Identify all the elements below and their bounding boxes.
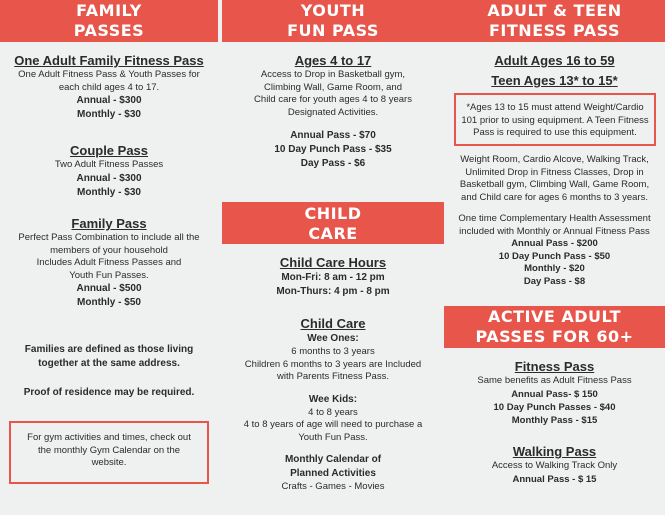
banner-line: FUN PASS [287, 21, 379, 40]
callout-line: website. [91, 457, 127, 468]
section-desc: Same benefits as Adult Fitness Pass [477, 375, 632, 386]
section-desc: each child ages 4 to 17. [58, 81, 160, 93]
price: Monthly - $20 [524, 263, 585, 274]
group-desc: Children 6 months to 3 years are Included [244, 358, 422, 370]
active-adult-banner [444, 306, 665, 348]
callout-line: For gym activities and times, check out [27, 432, 191, 443]
section-desc: members of your household [50, 244, 168, 256]
section-desc: Basketball gym, Climbing Wall, Game Room, [459, 179, 650, 190]
banner-line: YOUTH [300, 1, 366, 20]
childcare-banner [222, 202, 444, 244]
hours-line: Mon-Thurs: 4 pm - 8 pm [276, 286, 390, 297]
price: Annual - $300 [76, 172, 142, 184]
note-line: Proof of residence may be required. [23, 387, 195, 398]
youth-childcare-column [222, 0, 444, 515]
calendar-items: Crafts - Games - Movies [281, 481, 385, 492]
callout-line: the monthly Gym Calendar on the [37, 444, 181, 456]
adult-column [444, 0, 665, 515]
price: Annual Pass- $ 150 [511, 388, 598, 400]
section-desc: Youth Fun Passes. [69, 269, 149, 281]
group-title: Wee Kids: [308, 393, 358, 405]
banner-line: FITNESS PASS [489, 21, 620, 40]
section-desc: and Child care for ages 6 months to 3 years. [461, 191, 648, 203]
callout-line: Pass is required to use this equipment. [473, 127, 637, 138]
assessment-line: One time Complementary Health Assessment [458, 213, 651, 224]
price: Monthly - $30 [77, 186, 141, 198]
group-desc: with Parents Fitness Pass. [277, 371, 389, 382]
childcare-hours-section [222, 254, 444, 299]
active-fitness-section [444, 358, 665, 427]
price: Monthly - $50 [77, 297, 141, 308]
section-title: Family Pass [71, 216, 147, 231]
families-definition [0, 343, 218, 371]
group-desc: 4 to 8 years [308, 406, 358, 418]
group-desc: 6 months to 3 years [291, 346, 375, 357]
price: Annual Pass - $200 [511, 238, 598, 249]
price: Annual Pass - $70 [290, 130, 376, 141]
banner-line: ACTIVE ADULT [488, 307, 621, 326]
callout-line: *Ages 13 to 15 must attend Weight/Cardio [466, 102, 644, 113]
price: Day Pass - $8 [523, 275, 586, 287]
calendar-title: Monthly Calendar of [284, 454, 382, 465]
group-desc: Youth Fun Pass. [298, 431, 368, 443]
couple-pass-section [0, 142, 218, 200]
section-title: Teen Ages 13* to 15* [491, 73, 618, 88]
adult-banner [444, 0, 665, 42]
section-title: Couple Pass [69, 143, 149, 158]
banner-line: FAMILY [76, 1, 142, 20]
family-column [0, 0, 218, 515]
section-desc: Access to Drop in Basketball gym, [260, 69, 406, 80]
childcare-section [222, 315, 444, 494]
calendar-title: Planned Activities [290, 468, 376, 479]
proof-note [0, 386, 218, 400]
hours-line: Mon-Fri: 8 am - 12 pm [281, 272, 385, 283]
price: Annual Pass - $ 15 [512, 473, 597, 485]
section-title: Ages 4 to 17 [294, 53, 372, 68]
price: Monthly Pass - $15 [511, 414, 598, 426]
section-desc: One Adult Fitness Pass & Youth Passes for [18, 69, 200, 80]
one-adult-family-section [0, 52, 218, 122]
section-title: Adult Ages 16 to 59 [494, 53, 615, 68]
price: Annual - $300 [76, 95, 142, 106]
price: Annual - $500 [76, 283, 142, 294]
assessment-line: included with Monthly or Annual Fitness Pass [459, 225, 650, 237]
price: 10 Day Punch Passes - $40 [493, 401, 616, 413]
group-title: Wee Ones: [307, 333, 359, 344]
family-banner [0, 0, 218, 42]
youth-section [222, 52, 444, 171]
section-desc: Two Adult Fitness Passes [54, 159, 164, 170]
price: Day Pass - $6 [300, 158, 366, 169]
price: Monthly - $30 [77, 109, 141, 120]
section-desc: Includes Adult Fitness Passes and [36, 257, 182, 268]
youth-banner [222, 0, 444, 42]
teen-requirement-callout [454, 93, 656, 146]
section-desc: Access to Walking Track Only [491, 460, 618, 471]
section-title: Fitness Pass [514, 359, 595, 374]
adult-benefits [444, 154, 665, 288]
note-line: Families are defined as those living [24, 344, 194, 355]
note-line: together at the same address. [38, 358, 180, 369]
walking-pass-section [444, 443, 665, 486]
section-title: Child Care [300, 316, 366, 331]
section-desc: Unlimited Drop in Fitness Classes, Drop in [465, 166, 644, 178]
section-desc: Perfect Pass Combination to include all the [18, 232, 200, 243]
gym-calendar-callout [9, 421, 209, 484]
price: 10 Day Punch Pass - $50 [498, 250, 611, 262]
adult-ages-titles [444, 52, 665, 89]
banner-line: CARE [308, 224, 358, 243]
group-desc: 4 to 8 years of age will need to purchase a [243, 419, 423, 430]
section-title: One Adult Family Fitness Pass [14, 53, 204, 68]
family-pass-section [0, 215, 218, 310]
section-title: Child Care Hours [279, 255, 387, 270]
banner-line: ADULT & TEEN [487, 1, 622, 20]
price: 10 Day Punch Pass - $35 [274, 144, 392, 155]
banner-line: PASSES FOR 60+ [475, 327, 634, 346]
section-desc: Weight Room, Cardio Alcove, Walking Track, [460, 154, 649, 165]
callout-line: 101 prior to using equipment. A Teen Fitness [461, 114, 649, 126]
section-title: Walking Pass [512, 444, 597, 459]
banner-line: PASSES [73, 21, 145, 40]
section-desc: Designated Activities. [287, 106, 379, 118]
section-desc: Child care for youth ages 4 to 8 years [254, 94, 412, 105]
banner-line: CHILD [304, 204, 362, 223]
section-desc: Climbing Wall, Game Room, and [264, 81, 402, 93]
